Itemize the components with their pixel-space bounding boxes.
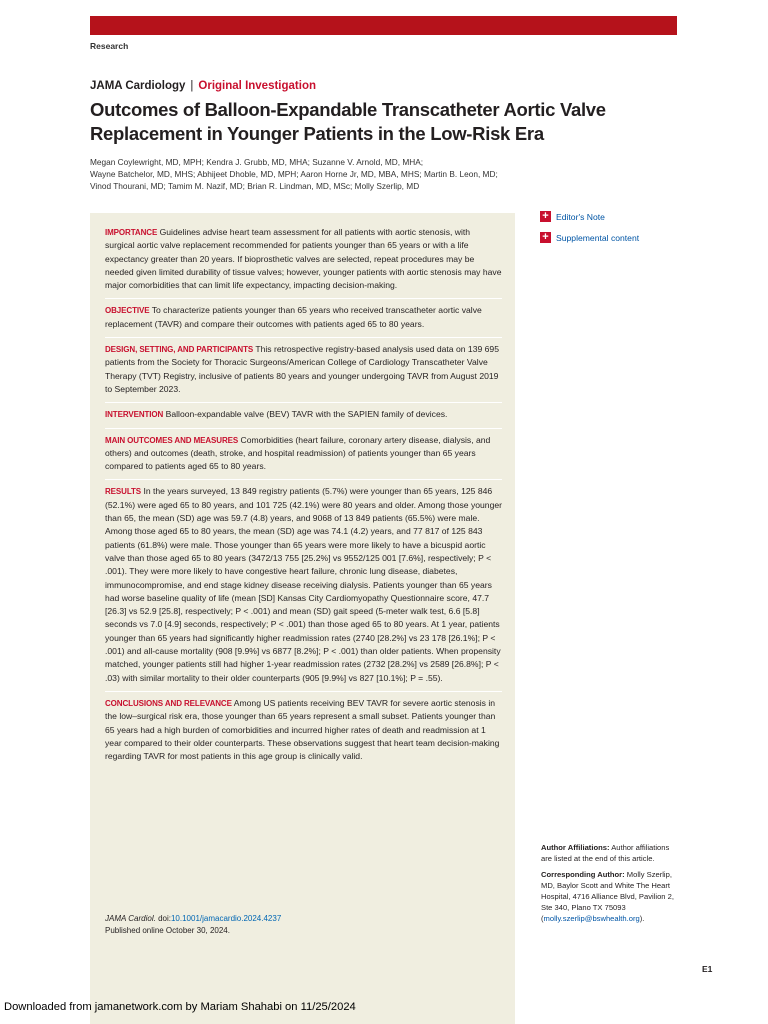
abstract-outcomes	[105, 428, 502, 480]
download-notice: Downloaded from jamanetwork.com by Mariam Shahabi on 11/25/2024	[4, 1001, 356, 1013]
affiliations-note	[541, 842, 679, 864]
journal-separator: |	[190, 80, 194, 92]
abstract-text-importance: Guidelines advise heart team assessment for all patients with aortic stenosis, with surgical aortic valve replacement recommended for patients younger than 65 years or with a life expectancy greater than 20 years. If bioprosthetic valves are selected, repeat procedures may be needed given limited durability of tissue valves; however, younger patients with aortic stenosis may have major comorbidities that can limit life expectancy, impacting decision-making.	[105, 227, 502, 291]
abstract-importance	[105, 226, 502, 298]
plus-box-icon: +	[540, 211, 551, 222]
plus-box-icon: +	[540, 232, 551, 243]
citation-block	[105, 913, 281, 936]
abstract-heading-outcomes: MAIN OUTCOMES AND MEASURES	[105, 435, 239, 445]
editors-note-label[interactable]: Editor's Note	[556, 211, 605, 222]
abstract-design	[105, 337, 502, 402]
citation-published-date: Published online October 30, 2024.	[105, 925, 230, 935]
citation-journal: JAMA Cardiol.	[105, 914, 156, 923]
abstract-conclusions	[105, 691, 502, 769]
article-title-line-1: Outcomes of Balloon-Expandable Transcatheter Aortic Valve	[90, 99, 606, 120]
abstract-text-intervention: Balloon-expandable valve (BEV) TAVR with the SAPIEN family of devices.	[165, 409, 448, 420]
abstract-objective	[105, 298, 502, 337]
corresponding-email-link[interactable]: molly.szerlip@bswhealth.org	[543, 914, 640, 923]
author-affiliations	[541, 842, 679, 929]
abstract-heading-design: DESIGN, SETTING, AND PARTICIPANTS	[105, 345, 254, 355]
journal-name: JAMA Cardiology	[90, 80, 186, 92]
supplemental-content-label[interactable]: Supplemental content	[556, 232, 640, 243]
editors-note-link[interactable]	[540, 210, 639, 223]
abstract-panel	[90, 213, 515, 1024]
author-line-1: Megan Coylewright, MD, MPH; Kendra J. Grubb, MD, MHA; Suzanne V. Arnold, MD, MHA;	[90, 157, 424, 167]
page-number: E1	[702, 964, 713, 974]
abstract-text-conclusions: Among US patients receiving BEV TAVR for severe aortic stenosis in the low–surgical risk era, those younger than 65 years represent a small subset. Patients younger than 65 years had a high burden of comorbidities and incurred higher rates of death and readmission at 1 year compared to their older counterparts. These observations suggest that heart team decision-making regarding TAVR for most patients in this age group is clinically valid.	[105, 697, 500, 762]
corresponding-author-heading: Corresponding Author:	[541, 870, 625, 879]
side-links	[540, 210, 639, 252]
author-list	[90, 156, 560, 192]
corresponding-author-text: Molly Szerlip, MD, Baylor Scott and White The Heart Hospital, 4716 Alliance Blvd, Pavilion 2, Ste 340, Plano TX 75093 (	[541, 870, 674, 923]
author-line-3: Vinod Thourani, MD; Tamim M. Nazif, MD; Brian R. Lindman, MD, MSc; Molly Szerlip, MD	[90, 181, 420, 191]
citation-doi-line	[105, 913, 281, 925]
abstract-heading-intervention: INTERVENTION	[105, 410, 164, 420]
abstract-body	[105, 226, 502, 769]
article-title	[90, 98, 650, 145]
abstract-heading-results: RESULTS	[105, 487, 142, 497]
corresponding-author-end: ).	[639, 914, 645, 923]
abstract-text-results: In the years surveyed, 13 849 registry patients (5.7%) were younger than 65 years, 125 846 (52.1%) were aged 65 to 80 years, and 101 725 (42.1%) were 80 years and older. Among those younger than 65, the mean (SD) age was 59.7 (4.8) years, and 9068 of 13 849 patients (65.5%) were male. Among those aged 65 to 80 years, the mean (SD) age was 74.1 (4.2) years, and 77 817 of 125 843 patients (61.8%) were male. Those younger than 65 years were more likely to have a bicuspid aortic valve than those aged 65 to 80 years (3472/13 755 [25.2%] vs 9552/125 001 [7.6%], respectively; P < .001). They were more likely to have congestive heart failure, chronic lung disease, diabetes, immunocompromise, and end stage kidney disease receiving dialysis. Patients younger than 65 years had worse baseline quality of life (mean [SD] Kansas City Cardiomyopathy Questionnaire score, 47.7 [26.3] vs 52.9 [25.8], respectively; P < .001) and mean (SD) gait speed (5-meter walk test, 6.6 [5.8] seconds vs 7.0 [4.9] seconds, respectively; P < .001) than those aged 65 to 80 years. At 1 year, patients younger than 65 years had significantly higher readmission rates (2740 [28.2%] vs 23 178 [26.1%]; P < .001) and all-cause mortality (908 [9.9%] vs 6877 [8.2%]; P < .001) than older patients. When propensity matched, younger patients still had higher 1-year readmission rates (2732 [28.2%] vs 2589 [26.8%]; P < .03) with similar mortality to their older counterparts (905 [9.9%] vs 827 [10.1%]; P = .55).	[105, 486, 502, 683]
article-title-line-2: Replacement in Younger Patients in the Low-Risk Era	[90, 122, 544, 144]
article-type: Original Investigation	[198, 80, 316, 92]
abstract-heading-importance: IMPORTANCE	[105, 228, 158, 237]
abstract-text-objective: To characterize patients younger than 65 years who received transcatheter aortic valve replacement (TAVR) and compare their outcomes with patients aged 65 to 80 years.	[105, 305, 482, 329]
abstract-intervention	[105, 402, 502, 427]
affiliations-heading: Author Affiliations:	[541, 843, 610, 852]
citation-doi-prefix: doi:	[158, 914, 171, 923]
abstract-text-outcomes: Comorbidities (heart failure, coronary artery disease, dialysis, and others) and outcomes (death, stroke, and hospital readmission) of patients younger than 65 years compared to patients aged 65 to 80 years.	[105, 434, 491, 472]
abstract-heading-objective: OBJECTIVE	[105, 306, 150, 316]
abstract-results	[105, 479, 502, 690]
journal-banner-bar	[90, 16, 677, 35]
author-line-2: Wayne Batchelor, MD, MHS; Abhijeet Dhoble, MD, MPH; Aaron Horne Jr, MD, MBA, MHS; Martin B. Leon, MD;	[90, 169, 498, 179]
supplemental-content-link[interactable]	[540, 231, 639, 244]
abstract-heading-conclusions: CONCLUSIONS AND RELEVANCE	[105, 698, 232, 708]
doi-link[interactable]: 10.1001/jamacardio.2024.4237	[170, 914, 282, 923]
journal-line	[90, 80, 316, 92]
corresponding-author	[541, 869, 679, 924]
abstract-text-design: This retrospective registry-based analysis used data on 139 695 patients from the Society for Thoracic Surgeons/American College of Cardiology Transcatheter Valve Therapy (TVT) Registry, inclusive of patients 80 years and younger undergoing TAVR from August 2019 to September 2023.	[105, 344, 499, 394]
affiliations-text: Author affiliations are listed at the end of this article.	[541, 843, 670, 863]
section-label: Research	[90, 41, 129, 51]
